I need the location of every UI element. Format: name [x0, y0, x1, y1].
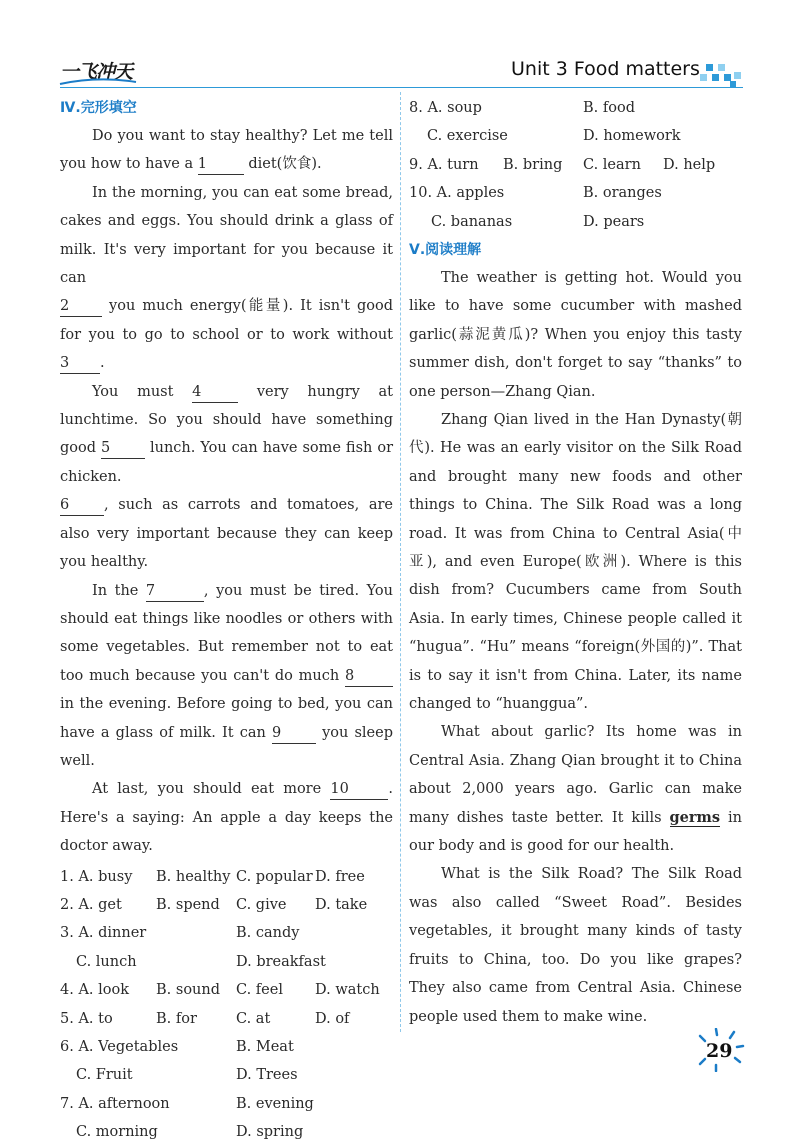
blank-10[interactable]: 10: [330, 779, 388, 800]
option-b[interactable]: B. bring: [503, 156, 563, 173]
cloze-text: At last, you should eat more: [92, 781, 322, 798]
option-b[interactable]: B. food: [583, 100, 635, 116]
option-b[interactable]: B. spend: [156, 896, 220, 913]
option-b[interactable]: B. healthy: [156, 868, 231, 885]
cloze-paragraph-1: [60, 122, 393, 179]
reading-text: in our body and is good for our health.: [409, 809, 742, 855]
option-a[interactable]: 10. A. apples: [409, 185, 505, 202]
option-a[interactable]: 8. A. soup: [409, 100, 482, 116]
option-b[interactable]: B. sound: [156, 982, 221, 999]
option-a[interactable]: 9. A. turn: [409, 156, 479, 173]
blank-9[interactable]: 9: [272, 723, 316, 744]
option-b[interactable]: B. oranges: [583, 185, 662, 202]
cloze-text: in the evening. Before going to bed, you can have a glass of milk. It can: [60, 696, 393, 741]
keyword-germs: germs: [669, 808, 721, 826]
question-6-options-cont: [60, 1061, 393, 1089]
option-a[interactable]: 7. A. afternoon: [60, 1095, 170, 1112]
option-d[interactable]: D. free: [315, 868, 365, 885]
option-c[interactable]: C. at: [236, 1010, 271, 1027]
cloze-text: In the: [92, 582, 139, 599]
reading-text: What about garlic? Its home was in Central Asia. Zhang Qian brought it to China about 2,000 years ago. Garlic can make many dishes taste better. It kills: [409, 724, 742, 826]
right-column: [409, 94, 742, 1031]
option-d[interactable]: D. Trees: [236, 1067, 298, 1084]
option-d[interactable]: D. watch: [315, 982, 380, 999]
option-a[interactable]: 1. A. busy: [60, 868, 133, 885]
question-7-options-cont: [60, 1118, 393, 1146]
question-1-options: [60, 863, 393, 891]
question-10-options: [409, 179, 742, 207]
question-5-options: [60, 1005, 393, 1033]
cloze-paragraph-3: [60, 378, 393, 577]
option-d[interactable]: D. spring: [236, 1124, 304, 1141]
option-c[interactable]: C. exercise: [427, 128, 508, 145]
page-header: [0, 0, 800, 100]
blank-5[interactable]: 5: [101, 438, 145, 459]
question-9-options: [409, 151, 742, 179]
reading-paragraph-3: [409, 718, 742, 860]
logo-swoosh-icon: [58, 78, 138, 86]
option-b[interactable]: B. evening: [236, 1095, 314, 1112]
page-number: 29: [706, 1040, 733, 1062]
cloze-paragraph-4: [60, 577, 393, 776]
cloze-text: very hungry at lunchtime. So you should have something good: [60, 383, 394, 457]
header-rule: [60, 87, 743, 88]
question-2-options: [60, 891, 393, 919]
blank-8[interactable]: 8: [345, 666, 393, 687]
option-a[interactable]: 2. A. get: [60, 896, 122, 913]
option-c[interactable]: C. Fruit: [76, 1067, 133, 1084]
option-d[interactable]: D. take: [315, 896, 368, 913]
option-b[interactable]: B. for: [156, 1010, 197, 1027]
option-b[interactable]: B. Meat: [236, 1038, 294, 1055]
cloze-text: diet(饮食).: [248, 156, 322, 173]
option-d[interactable]: D. help: [663, 156, 716, 173]
blank-6[interactable]: 6: [60, 495, 104, 516]
question-3-options-cont: [60, 948, 393, 976]
cloze-text: lunch. You can have some fish or chicken.: [60, 440, 393, 485]
cloze-text: you much energy(能量). It isn't good for you to go to school or to work without: [60, 298, 393, 343]
cloze-title: Ⅳ.完形填空: [60, 100, 137, 116]
option-a[interactable]: 5. A. to: [60, 1010, 113, 1027]
question-3-options: [60, 919, 393, 947]
option-c[interactable]: C. feel: [236, 982, 283, 999]
question-8-options-cont: [409, 122, 742, 150]
reading-paragraph-4: What is the Silk Road? The Silk Road was also called “Sweet Road”. Besides vegetables, it brought many kinds of tasty fruits to China, too. Do you like grapes? They also came from Central Asia. Chinese people used them to make wine.: [409, 866, 742, 1025]
reading-paragraph-1: The weather is getting hot. Would you like to have some cucumber with mashed garlic(蒜泥黄瓜)? When you enjoy this tasty summer dish, don't forget to say “thanks” to one person—Zhang Qian.: [409, 269, 742, 400]
question-4-options: [60, 976, 393, 1004]
option-c[interactable]: C. lunch: [76, 953, 137, 970]
cloze-text: Do you want to stay healthy? Let me tell you how to have a: [60, 128, 393, 173]
option-d[interactable]: D. pears: [583, 213, 645, 230]
blank-7[interactable]: 7: [146, 581, 204, 602]
cloze-text: .: [100, 355, 105, 372]
cloze-paragraph-2: [60, 179, 393, 378]
column-divider: [400, 92, 401, 1032]
option-a[interactable]: 4. A. look: [60, 982, 130, 999]
question-6-options: [60, 1033, 393, 1061]
option-d[interactable]: D. of: [315, 1010, 350, 1027]
option-d[interactable]: D. breakfast: [236, 953, 326, 970]
decorative-squares-icon: [700, 62, 742, 88]
blank-3[interactable]: 3: [60, 353, 100, 374]
unit-title: Unit 3 Food matters: [511, 58, 700, 80]
option-b[interactable]: B. candy: [236, 925, 300, 942]
cloze-section: [60, 94, 393, 1146]
option-a[interactable]: 6. A. Vegetables: [60, 1038, 179, 1055]
book-logo: 一飞冲天: [60, 61, 133, 83]
cloze-paragraph-5: [60, 775, 393, 860]
blank-4[interactable]: 4: [192, 382, 238, 403]
option-c[interactable]: C. give: [236, 896, 287, 913]
cloze-text: In the morning, you can eat some bread, cakes and eggs. You should drink a glass of milk. It's very important for you because it can: [60, 184, 393, 287]
blank-1[interactable]: 1: [198, 154, 244, 175]
reading-paragraph-2: Zhang Qian lived in the Han Dynasty(朝代). He was an early visitor on the Silk Road and brought many new foods and other things to China. The Silk Road was a long road. It was from China to Central Asia(中亚), and even Europe(欧洲). Where is this dish from? Cucumbers came from South Asia. In early times, Chinese people called it “hugua”. “Hu” means “foreign(外国的)”. That is to say it isn't from China. Later, its name changed to “huanggua”.: [409, 411, 742, 713]
cloze-text: , you must be tired. You should eat things like noodles or others with some vegetables. But remember not to eat too much because you can't do much: [60, 582, 393, 684]
option-c[interactable]: C. morning: [76, 1124, 158, 1141]
cloze-text: , such as carrots and tomatoes, are also very important because they can keep you healthy.: [60, 497, 393, 571]
option-c[interactable]: C. learn: [583, 156, 641, 173]
cloze-text: you sleep well.: [60, 724, 394, 769]
question-10-options-cont: [409, 208, 742, 236]
question-7-options: [60, 1090, 393, 1118]
option-c[interactable]: C. popular: [236, 868, 313, 885]
option-d[interactable]: D. homework: [583, 128, 681, 145]
blank-2[interactable]: 2: [60, 296, 102, 317]
cloze-text: . Here's a saying: An apple a day keeps the doctor away.: [60, 781, 393, 855]
reading-title: Ⅴ.阅读理解: [409, 241, 482, 258]
option-a[interactable]: 3. A. dinner: [60, 925, 147, 942]
question-8-options: [409, 94, 742, 122]
cloze-text: You must: [92, 383, 174, 400]
option-c[interactable]: C. bananas: [431, 213, 513, 230]
